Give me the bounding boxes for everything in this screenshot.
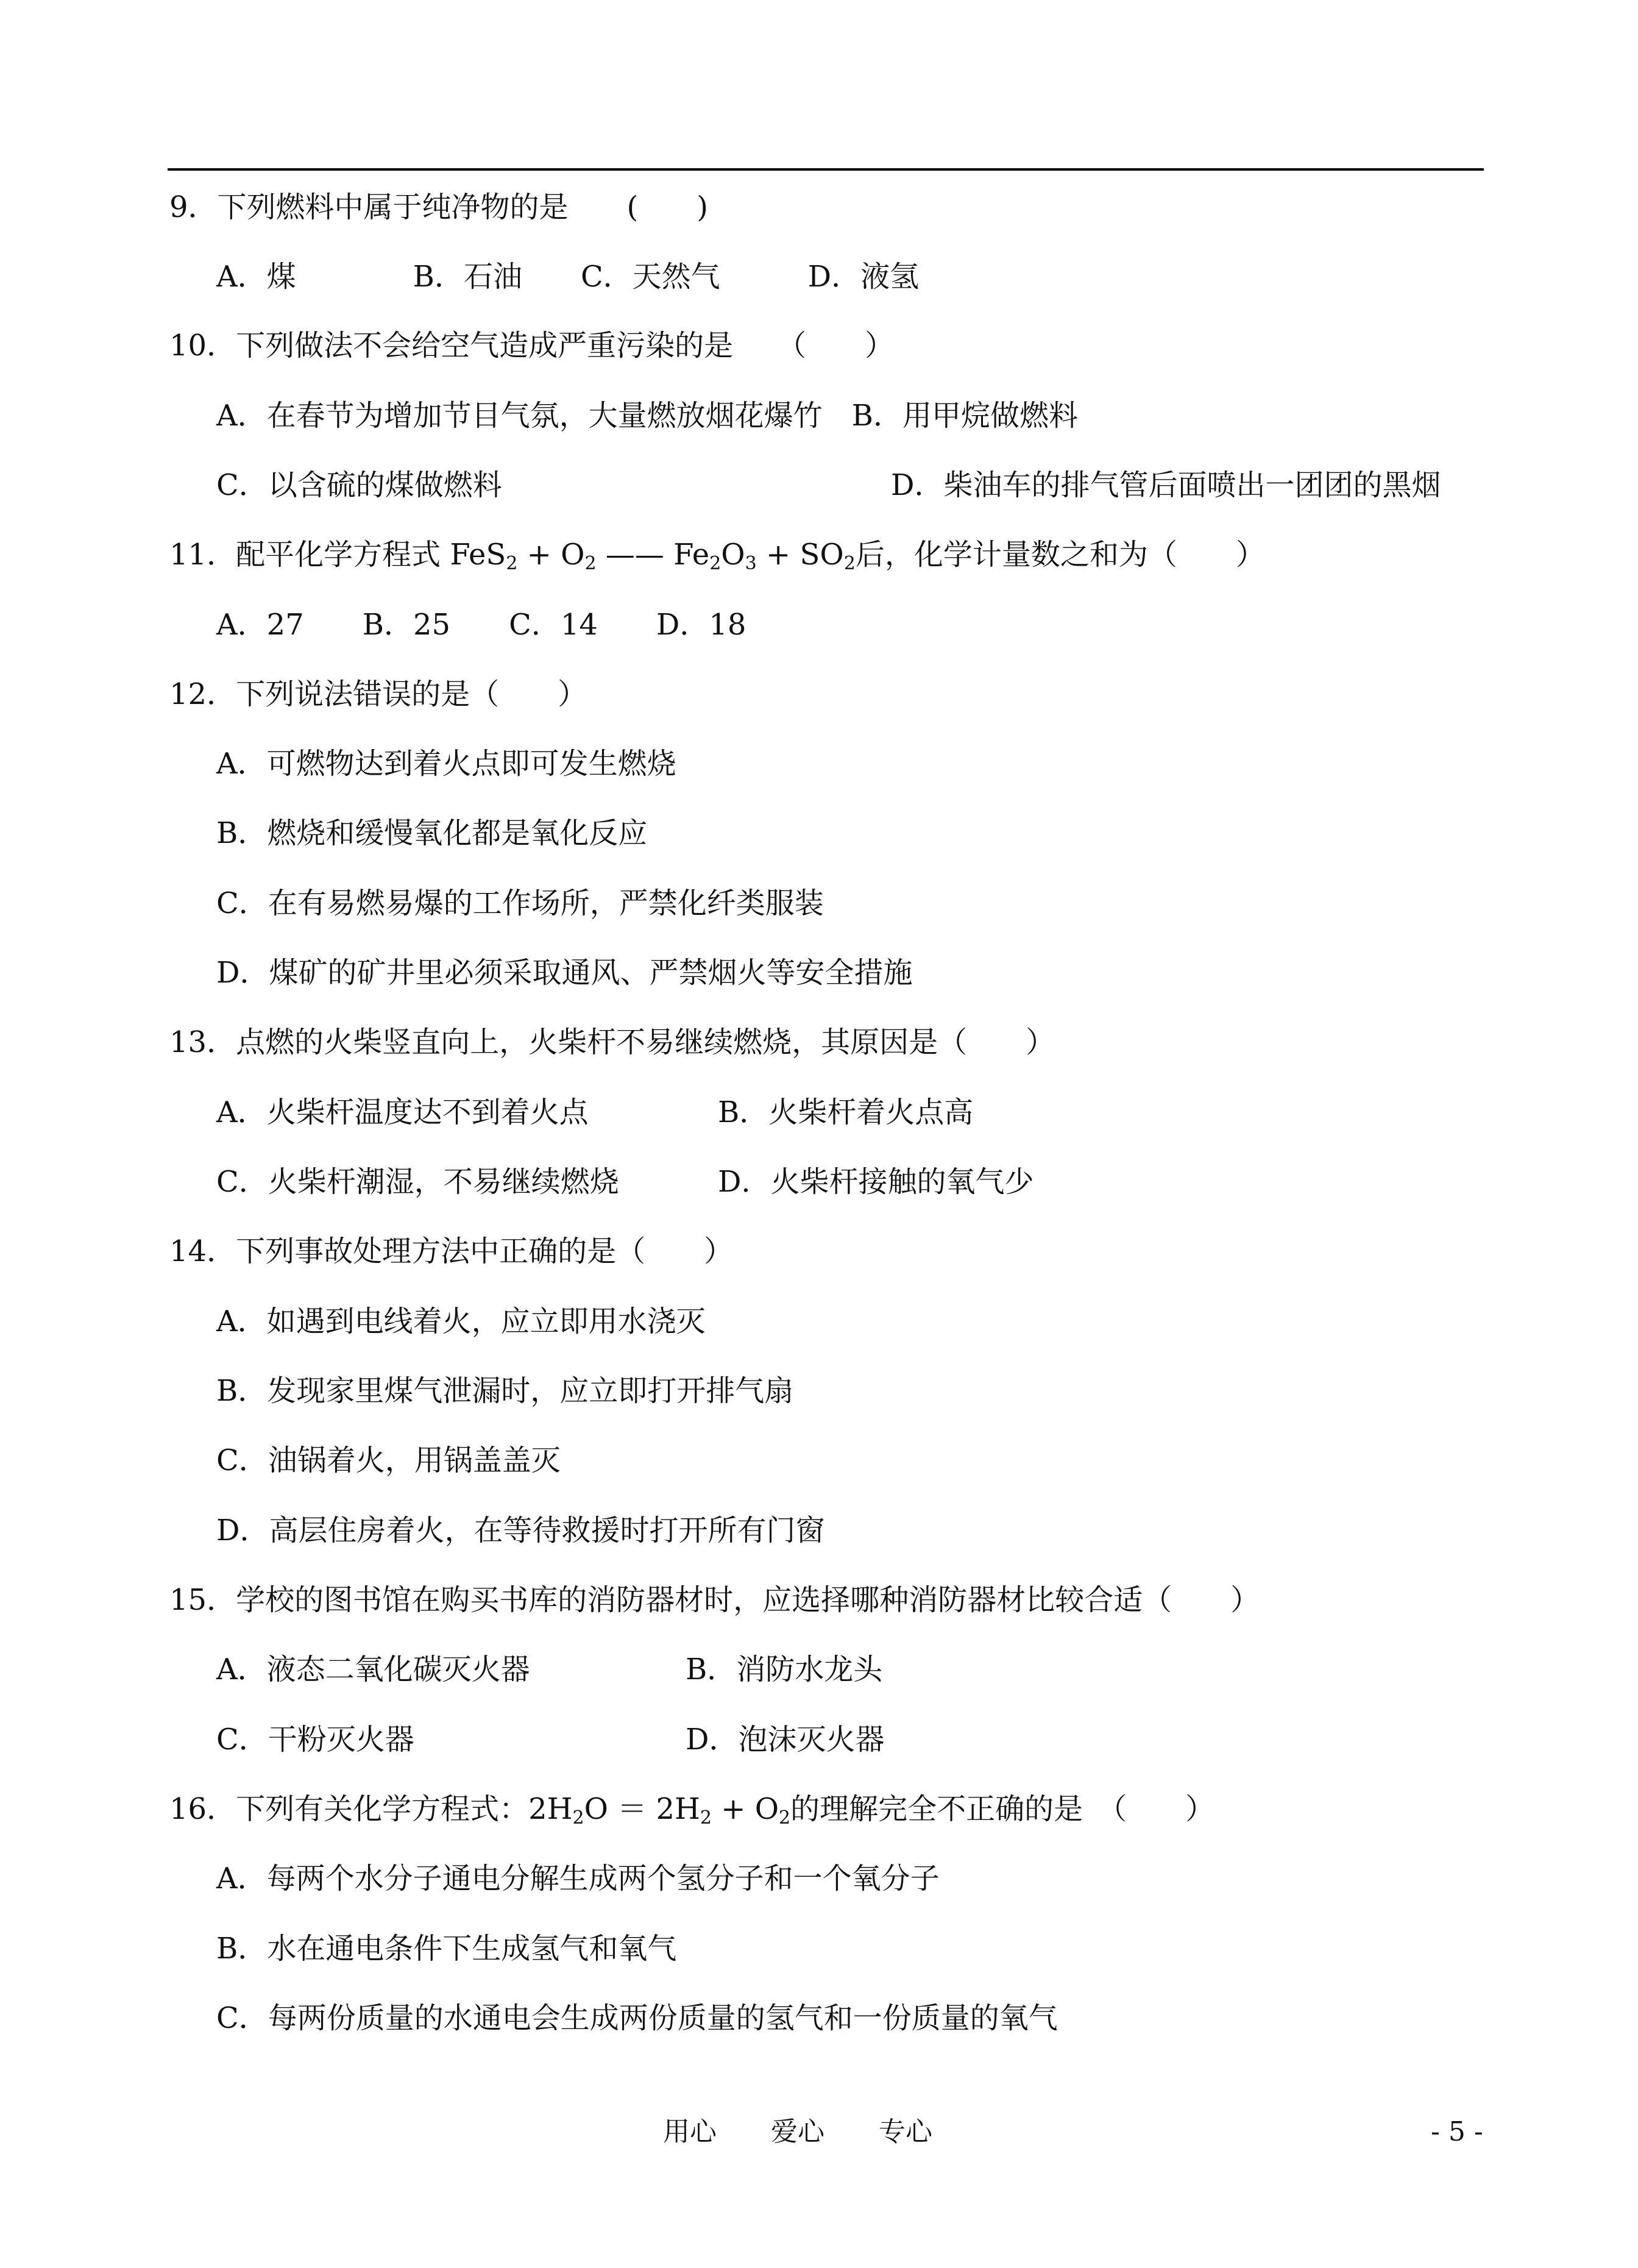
question-10-option-ab: A．在春节为增加节目气氛，大量燃放烟花爆竹 B．用甲烷做燃料 xyxy=(216,399,1078,433)
question-15-option-d: D．泡沫灭火器 xyxy=(686,1722,885,1757)
question-12-option-d: D．煤矿的矿井里必须采取通风、严禁烟火等安全措施 xyxy=(216,956,913,990)
question-13-option-c: C．火柴杆潮湿，不易继续燃烧 xyxy=(216,1165,619,1199)
question-14-option-d: D．高层住房着火，在等待救援时打开所有门窗 xyxy=(216,1513,825,1548)
question-12-option-a: A．可燃物达到着火点即可发生燃烧 xyxy=(216,747,676,781)
question-10-option-c: C．以含硫的煤做燃料 xyxy=(216,468,502,502)
question-14-option-a: A．如遇到电线着火，应立即用水浇灭 xyxy=(216,1304,706,1338)
footer-motto-1: 用心 xyxy=(663,2116,717,2147)
question-13-option-b: B．火柴杆着火点高 xyxy=(718,1095,974,1129)
question-12-stem: 12．下列说法错误的是（ ） xyxy=(169,677,587,711)
question-10-option-d: D．柴油车的排气管后面喷出一团团的黑烟 xyxy=(891,468,1441,502)
question-14-option-b: B．发现家里煤气泄漏时，应立即打开排气扇 xyxy=(216,1374,794,1408)
question-10-stem: 10．下列做法不会给空气造成严重污染的是 （ ） xyxy=(169,329,895,363)
question-11-stem: 11．配平化学方程式 $FeS_2 + O_2$ —— $Fe_2O_3 + SO_2$后，化学计量数之和为（ ） xyxy=(169,538,1265,574)
question-15-option-c: C．干粉灭火器 xyxy=(216,1722,414,1757)
question-11-options: A．27 B．25 C．14 D．18 xyxy=(216,608,746,642)
question-13-option-d: D．火柴杆接触的氧气少 xyxy=(718,1165,1034,1199)
question-15-stem: 15．学校的图书馆在购买书库的消防器材时，应选择哪种消防器材比较合适（ ） xyxy=(169,1583,1260,1617)
question-13-stem: 13．点燃的火柴竖直向上，火柴杆不易继续燃烧，其原因是（ ） xyxy=(169,1025,1055,1059)
question-13-option-a: A．火柴杆温度达不到着火点 xyxy=(216,1095,589,1129)
question-15-option-a: A．液态二氧化碳灭火器 xyxy=(216,1652,530,1687)
page-number: - 5 - xyxy=(1431,2116,1483,2147)
footer-motto-2: 爱心 xyxy=(771,2116,824,2147)
question-16-option-b: B．水在通电条件下生成氢气和氧气 xyxy=(216,1932,677,1966)
question-14-option-c: C．油锅着火，用锅盖盖灭 xyxy=(216,1443,561,1477)
question-9-options: A．煤 B．石油 C．天然气 D．液氢 xyxy=(216,260,920,294)
question-16-option-c: C．每两份质量的水通电会生成两份质量的氢气和一份质量的氧气 xyxy=(216,2001,1058,2035)
question-12-option-c: C．在有易燃易爆的工作场所，严禁化纤类服装 xyxy=(216,886,824,920)
footer-motto-3: 专心 xyxy=(879,2116,932,2147)
header-rule xyxy=(168,168,1484,171)
question-14-stem: 14．下列事故处理方法中正确的是（ ） xyxy=(169,1234,734,1268)
question-9-stem: 9．下列燃料中属于纯净物的是 ( ) xyxy=(169,190,708,224)
question-15-option-b: B．消防水龙头 xyxy=(686,1652,883,1687)
question-16-option-a: A．每两个水分子通电分解生成两个氢分子和一个氧分子 xyxy=(216,1861,940,1896)
question-16-stem: 16．下列有关化学方程式：$2H_2O = 2H_2 + O_2$的理解完全不正确的是 （ ） xyxy=(169,1792,1215,1829)
question-12-option-b: B．燃烧和缓慢氧化都是氧化反应 xyxy=(216,816,648,850)
